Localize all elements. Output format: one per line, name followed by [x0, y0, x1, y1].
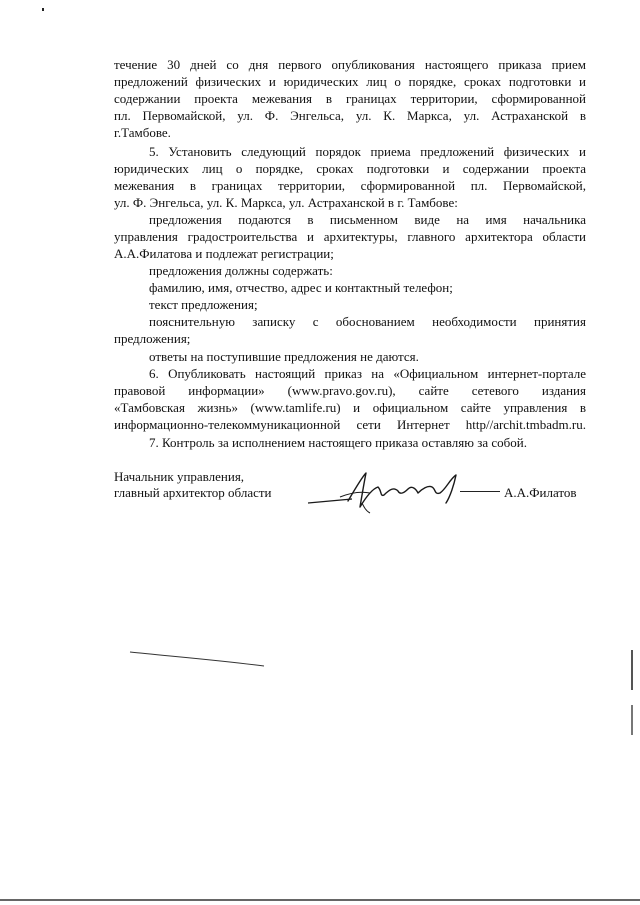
doc-line: предложения подаются в письменном виде на имя начальника — [149, 212, 586, 227]
handwritten-signature — [300, 467, 500, 517]
scan-edge-mark — [631, 705, 633, 735]
doc-line: правовой информации» (www.pravo.gov.ru), сайте сетевого издания — [114, 383, 586, 398]
doc-line: А.А.Филатова и подлежат регистрации; — [114, 246, 334, 261]
doc-line: межевания в границах территории, сформированной пл. Первомайской, — [114, 178, 586, 193]
signatory-name: А.А.Филатов — [504, 485, 577, 500]
doc-line: ответы на поступившие предложения не даются. — [149, 349, 419, 364]
doc-line: юридических лиц о порядке, сроках подготовки и содержании проекта — [114, 161, 586, 176]
doc-line: содержании проекта межевания в границах территории, сформированной — [114, 91, 586, 106]
doc-line: пояснительную записку с обоснованием необходимости принятия — [149, 314, 586, 329]
doc-line: 6. Опубликовать настоящий приказ на «Официальном интернет-портале — [149, 366, 586, 381]
doc-line: течение 30 дней со дня первого опубликования настоящего приказа прием — [114, 57, 586, 72]
doc-line: пл. Первомайской, ул. Ф. Энгельса, ул. К. Маркса, ул. Астраханской в — [114, 108, 586, 123]
doc-line: предложения должны содержать: — [149, 263, 333, 278]
doc-line: текст предложения; — [149, 297, 258, 312]
scan-speck — [42, 8, 44, 11]
doc-line: 5. Установить следующий порядок приема предложений физических и — [149, 144, 586, 159]
doc-line: фамилию, имя, отчество, адрес и контактный телефон; — [149, 280, 453, 295]
signature-line — [460, 491, 500, 492]
doc-line: «Тамбовская жизнь» (www.tamlife.ru) и официальном сайте управления в — [114, 400, 586, 415]
signatory-position: Начальник управления, — [114, 469, 245, 484]
doc-line: информационно-телекоммуникационной сети Интернет http//archit.tmbadm.ru. — [114, 417, 586, 432]
doc-line: ул. Ф. Энгельса, ул. К. Маркса, ул. Астраханской в г. Тамбове: — [114, 195, 458, 210]
doc-line: г.Тамбове. — [114, 125, 171, 140]
doc-line: предложений физических и юридических лиц о порядке, сроках подготовки и — [114, 74, 586, 89]
scan-edge-mark — [631, 650, 633, 690]
doc-line: управления градостроительства и архитектуры, главного архитектора области — [114, 229, 586, 244]
doc-line: предложения; — [114, 331, 191, 346]
stray-pen-stroke — [128, 650, 268, 670]
signatory-position: главный архитектор области — [114, 485, 272, 500]
doc-line: 7. Контроль за исполнением настоящего приказа оставляю за собой. — [149, 435, 527, 450]
scan-bottom-edge — [0, 899, 640, 901]
